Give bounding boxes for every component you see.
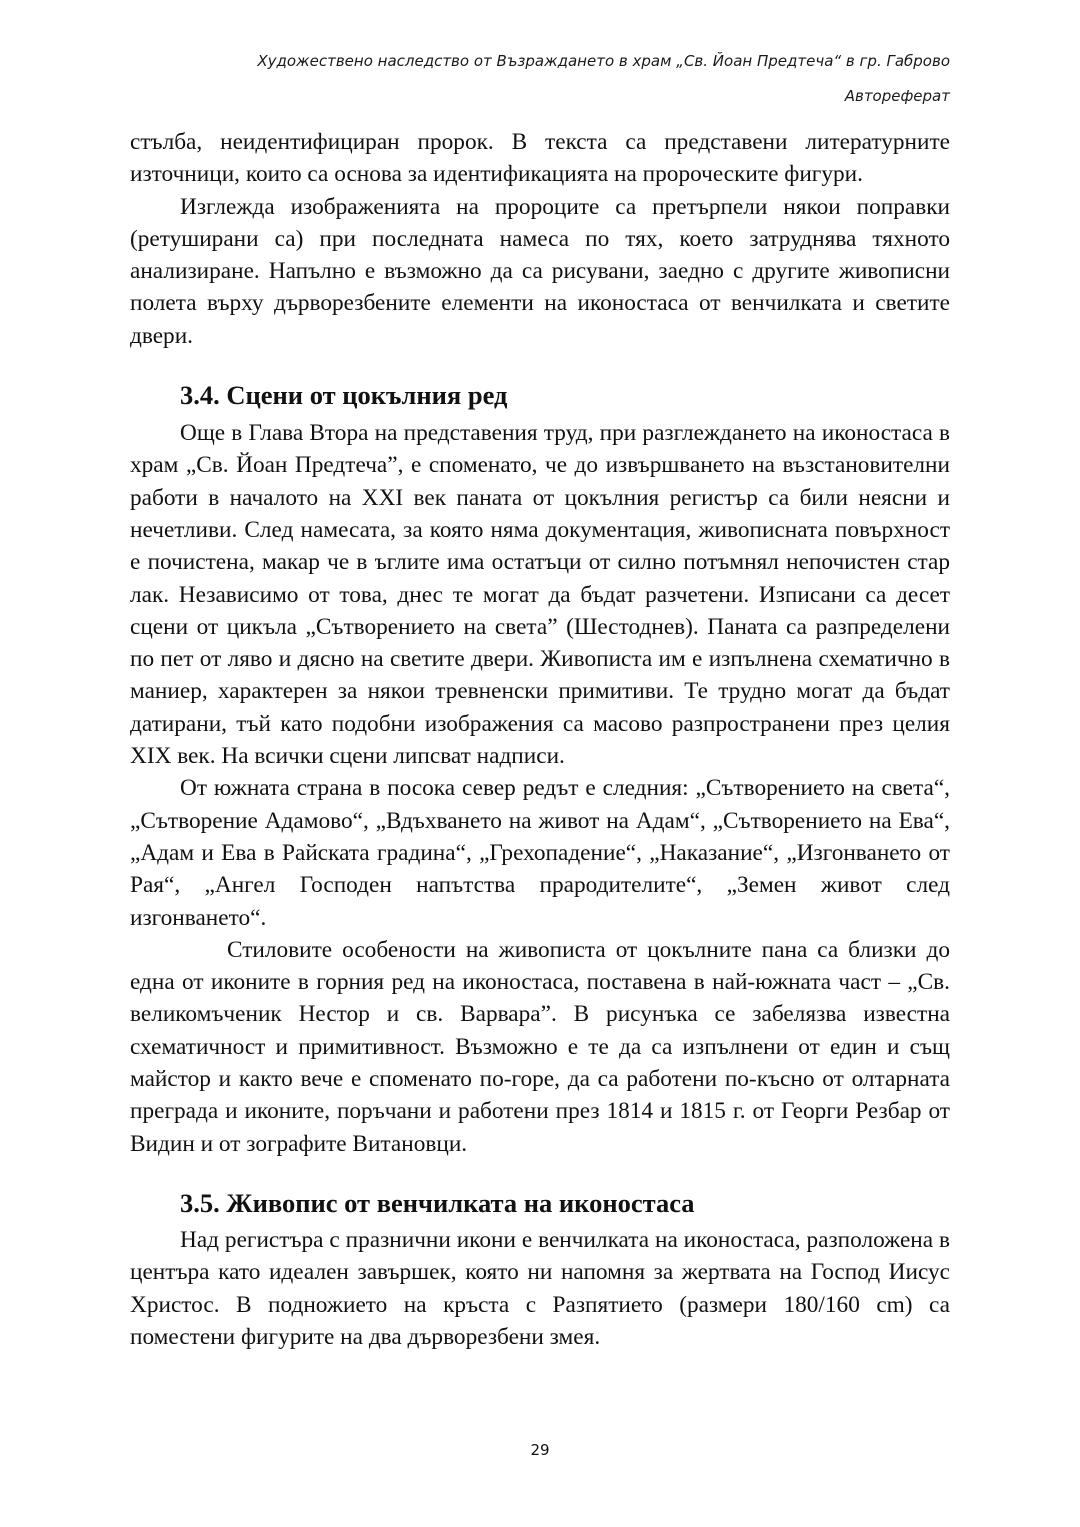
paragraph-crowning: Над регистъра с празнични икони е венчилката на иконостаса, разположена в центъра като идеален завършек, която ни напомня за жертвата на Господ Иисус Христос. В подножието на кръста с Разпятието (размери 180/160 cm) са поместени фигурите на два дърворезбени змея. <box>130 1226 950 1350</box>
paragraph-stylistic-features: Стиловите особености на живописта от цокълните пана са близки до една от иконите в горния ред на иконостаса, поставена в най-южната част – „Св. великомъченик Нестор и св. Варвара”. В рисунъка се забелязва известна схематичност и примитивност. Възможно е те да са изпълнени от един и същ майстор и както вече е споменато по-горе, да са работени по-късно от олтарната преграда и иконите, поръчани и работени през 1814 и 1815 г. от Георги Резбар от Видин и от зографите Витановци. <box>130 936 950 1157</box>
page-number: 29 <box>530 1441 550 1459</box>
section-heading: 3.4. Сцени от цокълния ред <box>180 380 508 411</box>
paragraph-prophets-retouching: Изглежда изображенията на пророците са претърпели някои поправки (ретуширани са) при последната намеса по тях, което затруднява тяхното анализиране. Напълно е възможно да са рисувани, заедно с другите живописни полета върху дърворезбените елементи на иконостаса от венчилката и светите двери. <box>130 193 950 349</box>
section-heading: 3.5. Живопис от венчилката на иконостаса <box>180 1187 695 1218</box>
running-header-subtitle: Автореферат <box>844 87 950 105</box>
paragraph-continued: стълба, неидентифициран пророк. В текста са представени литературните източници, които са основа за идентификацията на пророческите фигури. <box>130 129 950 188</box>
running-header-title: Художествено наследство от Възраждането в храм „Св. Йоан Предтеча“ в гр. Габрово <box>257 52 950 70</box>
paragraph-scene-order: От южната страна в посока север редът е следния: „Сътворението на света“, „Сътворение Адамово“, „Вдъхването на живот на Адам“, „Сътворението на Ева“, „Адам и Ева в Райската градина“, „Грехопадение“, „Наказание“, „Изгонването от Рая“, „Ангел Господен напътства прародителите“, „Земен живот след изгонването“. <box>130 775 950 931</box>
page-body <box>130 126 950 1353</box>
paragraph-plinth-scenes: Още в Глава Втора на представения труд, при разглеждането на иконостаса в храм „Св. Йоан Предтеча”, е споменато, че до извършването на възстановителни работи в началото на XXI век паната от цокълния регистър са били неясни и нечетливи. След намесата, за която няма документация, живописната повърхност е почистена, макар че в ъглите има остатъци от силно потъмнял непочистен стар лак. Независимо от това, днес те могат да бъдат разчетени. Изписани са десет сцени от цикъла „Сътворението на света” (Шестоднев). Паната са разпределени по пет от ляво и дясно на светите двери. Живописта им е изпълнена схематично в маниер, характерен за някои тревненски примитиви. Те трудно могат да бъдат датирани, тъй като подобни изображения са масово разпространени през целия XIX век. На всички сцени липсват надписи. <box>130 420 950 770</box>
